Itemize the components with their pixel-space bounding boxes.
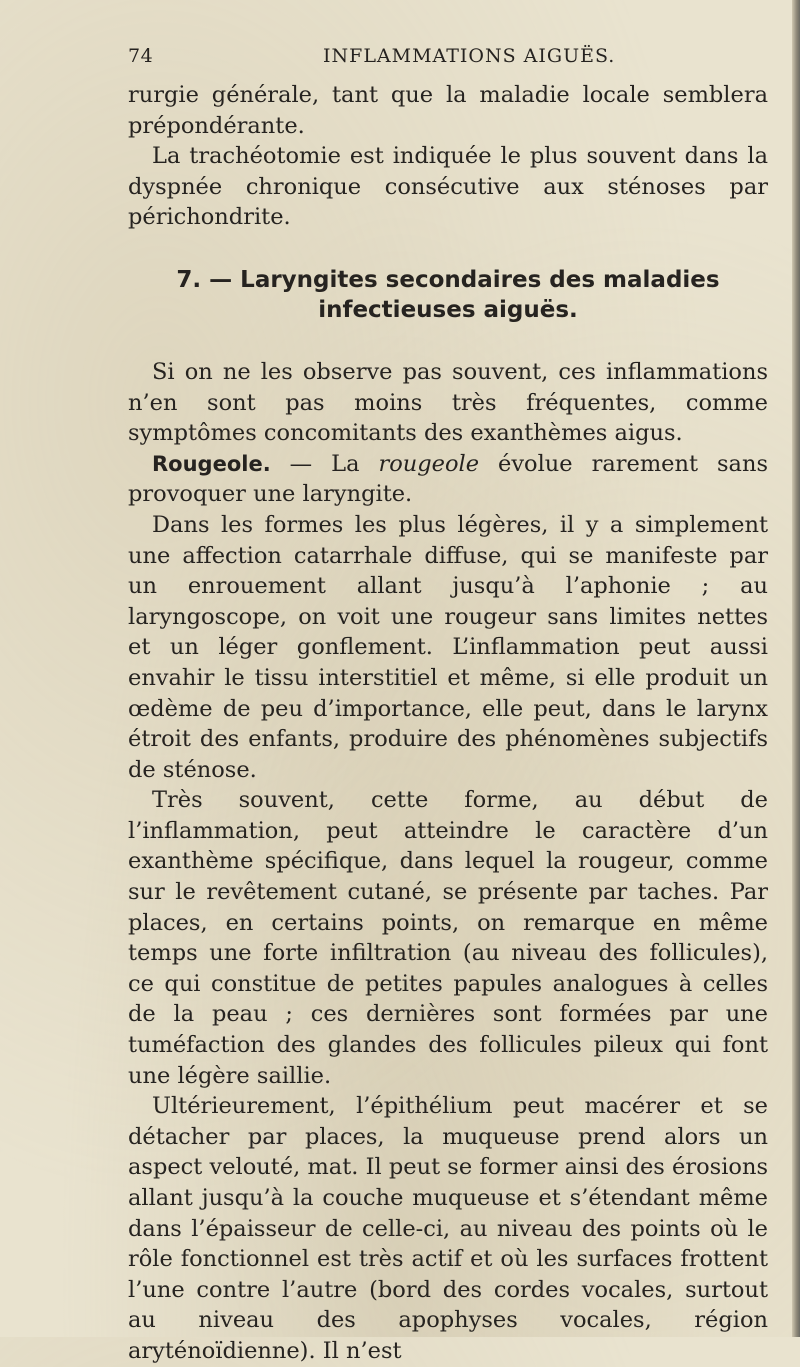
running-head xyxy=(128,45,768,73)
rougeole-italic-term: rougeole xyxy=(378,450,480,477)
paragraph-ulterieurement: Ultérieurement, l’épithélium peut macérer et se détacher par places, la muqueuse prend alors un aspect velouté, mat. Il peut se former ainsi des érosions allant jusqu’à la couche muqueuse et s’étendant même dans l’épaisseur de celle-ci, au niveau des points où le rôle fonctionnel est très actif et où les surfaces frottent l’une contre l’autre (bord des cordes vocales, surtout au niveau des apophyses vocales, région aryténoïdienne). Il n’est xyxy=(128,1093,768,1364)
rougeole-dash: — La xyxy=(270,450,379,477)
paragraph-continuation: rurgie générale, tant que la maladie locale semblera prépondérante. xyxy=(128,82,768,139)
rougeole-runin-heading: Rougeole. xyxy=(152,451,271,476)
running-title: INFLAMMATIONS AIGUËS. xyxy=(323,45,616,67)
book-spine-edge xyxy=(792,0,800,1337)
paragraph-intro: Si on ne les observe pas souvent, ces inflammations n’en sont pas moins très fréquentes, comme symptômes concomitants des exanthèmes aigus. xyxy=(128,358,768,447)
paragraph-tracheotomie: La trachéotomie est indiquée le plus souvent dans la dyspnée chronique consécutive aux sténoses par périchondrite. xyxy=(128,143,768,231)
section-heading-line-2: infectieuses aiguës. xyxy=(318,296,578,323)
paragraph-rougeole xyxy=(128,449,768,510)
paragraph-formes-legeres: Dans les formes les plus légères, il y a simplement une affection catarrhale diffuse, qui se manifeste par un enrouement allant jusqu’à l’aphonie ; au laryngoscope, on voit une rougeur sans limites nettes et un léger gonflement. L’inflammation peut aussi envahir le tissu interstitiel et même, si elle produit un œdème de peu d’importance, elle peut, dans le larynx étroit des enfants, produire des phénomènes subjectifs de sténose. xyxy=(128,511,768,783)
section-heading-line-1: 7. — Laryngites secondaires des maladies xyxy=(176,266,720,293)
section-heading xyxy=(128,265,768,325)
page-number: 74 xyxy=(128,45,154,67)
paragraph-tres-souvent: Très souvent, cette forme, au début de l’inflammation, peut atteindre le caractère d’un exanthème spécifique, dans lequel la rougeur, comme sur le revêtement cutané, se présente par taches. Par places, en certains points, on remarque en même temps une forte infiltration (au niveau des follicules), ce qui constitue de petites papules analogues à celles de la peau ; ces dernières sont formées par une tuméfaction des glandes des follicules pileux qui font une légère saillie. xyxy=(128,787,768,1089)
rougeole-rest: évolue rarement sans provoquer une laryngite. xyxy=(128,450,768,508)
page-body xyxy=(128,80,768,1367)
